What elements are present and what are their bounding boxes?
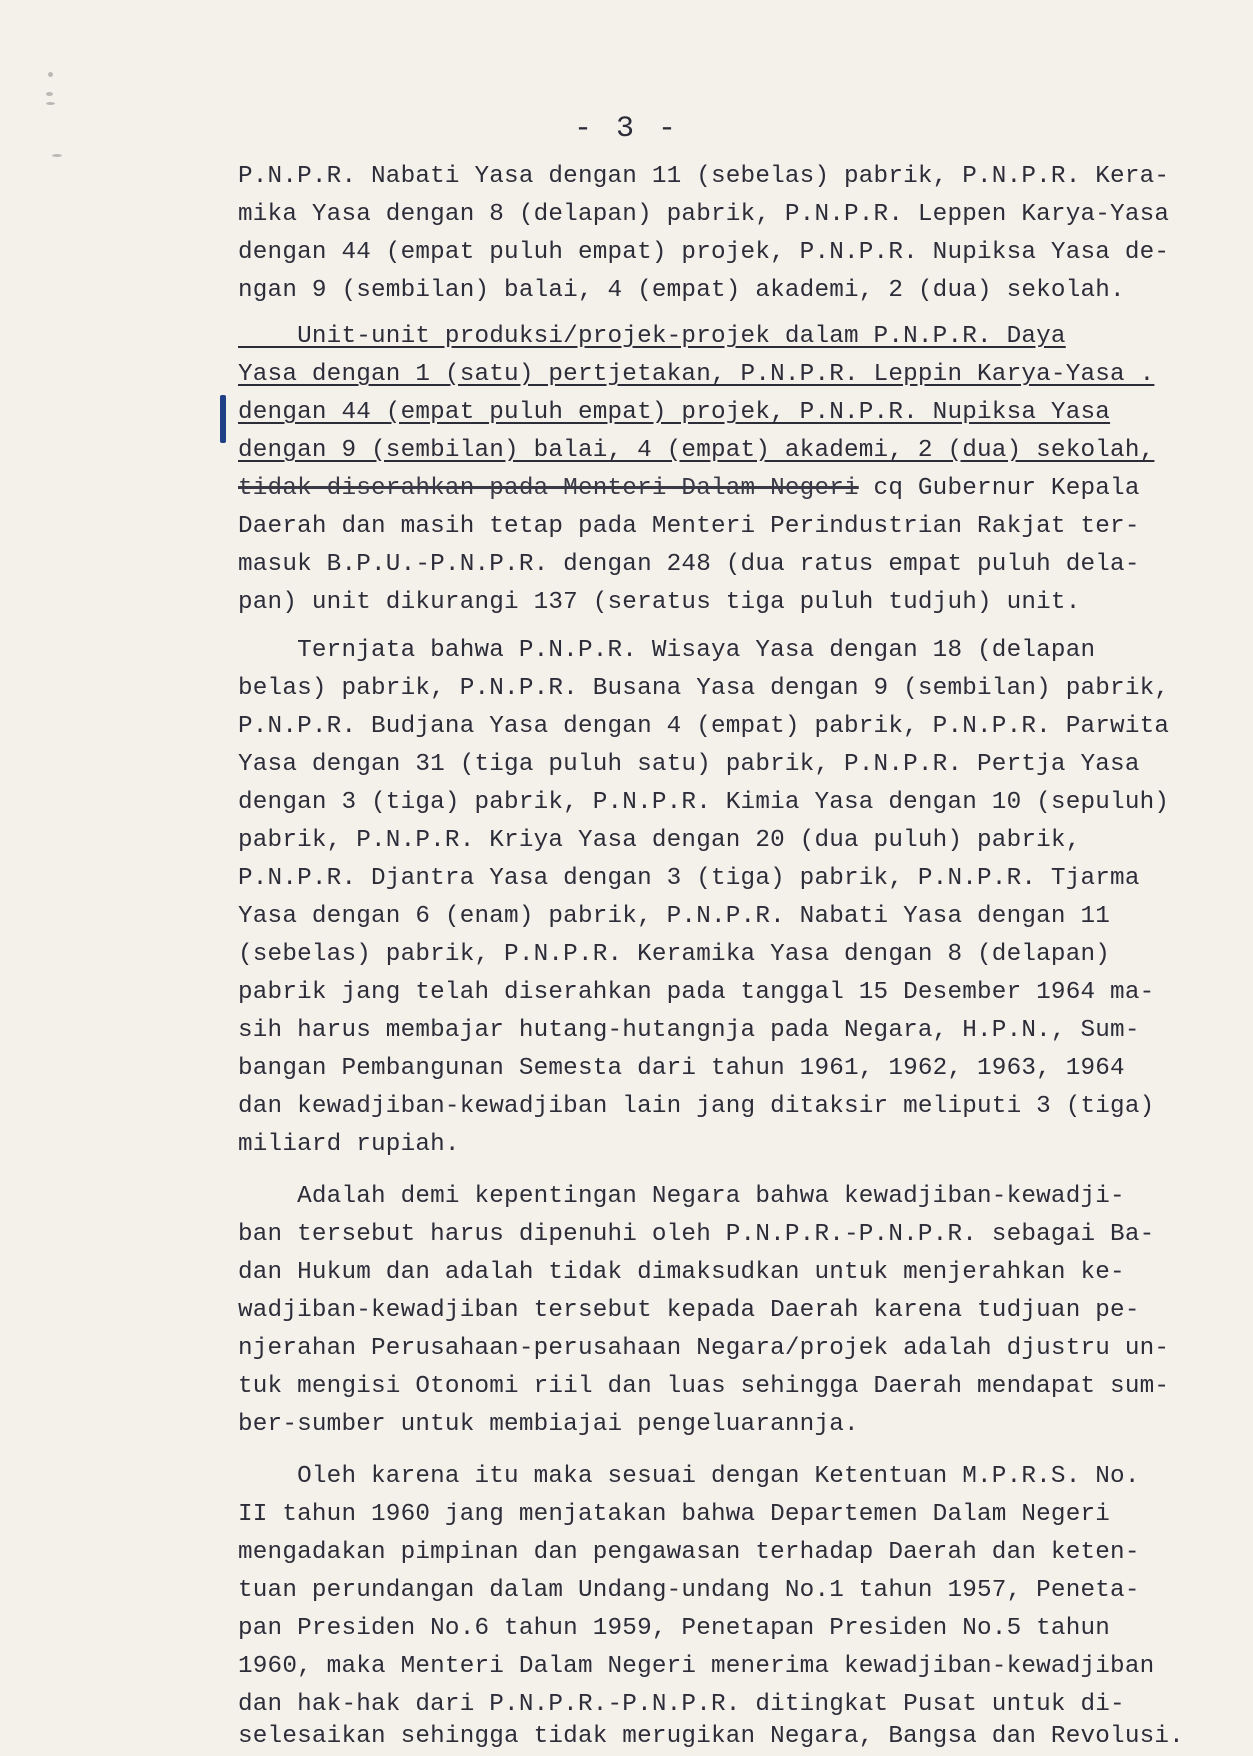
text-line: njerahan Perusahaan-perusahaan Negara/projek adalah djustru un-: [238, 1335, 1170, 1362]
text-line: pan) unit dikurangi 137 (seratus tiga puluh tudjuh) unit.: [238, 589, 1081, 616]
text-line-underlined: dengan 44 (empat puluh empat) projek, P.N.P.R. Nupiksa Yasa: [238, 399, 1111, 426]
text-line: dan Hukum dan adalah tidak dimaksudkan untuk menjerahkan ke-: [238, 1259, 1125, 1286]
text-line: ber-sumber untuk membiajai pengeluarannja.: [238, 1411, 859, 1438]
text-line: Ternjata bahwa P.N.P.R. Wisaya Yasa dengan 18 (delapan: [238, 637, 1096, 664]
text-line: dan kewadjiban-kewadjiban lain jang ditaksir meliputi 3 (tiga): [238, 1093, 1155, 1120]
text-line-with-strikethrough: [238, 470, 1140, 508]
text-line: dan hak-hak dari P.N.P.R.-P.N.P.R. ditingkat Pusat untuk di-: [238, 1691, 1125, 1718]
text-line: pabrik, P.N.P.R. Kriya Yasa dengan 20 (dua puluh) pabrik,: [238, 827, 1081, 854]
paper-speck: [52, 154, 62, 157]
text-line: tuk mengisi Otonomi riil dan luas sehingga Daerah mendapat sum-: [238, 1373, 1170, 1400]
paper-speck: [46, 92, 53, 96]
text-line: mika Yasa dengan 8 (delapan) pabrik, P.N.P.R. Leppen Karya-Yasa: [238, 201, 1170, 228]
text-fragment: cq Gubernur Kepala: [858, 475, 1140, 502]
text-line: mengadakan pimpinan dan pengawasan terhadap Daerah dan keten-: [238, 1539, 1140, 1566]
text-line: Yasa dengan 31 (tiga puluh satu) pabrik, P.N.P.R. Pertja Yasa: [238, 751, 1140, 778]
text-line: pabrik jang telah diserahkan pada tanggal 15 Desember 1964 ma-: [238, 979, 1155, 1006]
text-line: Yasa dengan 6 (enam) pabrik, P.N.P.R. Nabati Yasa dengan 11: [238, 903, 1111, 930]
text-line: dengan 44 (empat puluh empat) projek, P.N.P.R. Nupiksa Yasa de-: [238, 239, 1170, 266]
text-line: selesaikan sehingga tidak merugikan Negara, Bangsa dan Revolusi.: [238, 1723, 1184, 1750]
text-line-underlined: dengan 9 (sembilan) balai, 4 (empat) akademi, 2 (dua) sekolah,: [238, 437, 1155, 464]
paper-speck: [46, 102, 55, 105]
text-line-underlined: Yasa dengan 1 (satu) pertjetakan, P.N.P.R. Leppin Karya-Yasa .: [238, 361, 1155, 388]
text-line: dengan 3 (tiga) pabrik, P.N.P.R. Kimia Yasa dengan 10 (sepuluh): [238, 789, 1170, 816]
text-line-underlined: Unit-unit produksi/projek-projek dalam P.N.P.R. Daya: [238, 323, 1066, 350]
text-line: pan Presiden No.6 tahun 1959, Penetapan Presiden No.5 tahun: [238, 1615, 1111, 1642]
text-line: 1960, maka Menteri Dalam Negeri menerima kewadjiban-kewadjiban: [238, 1653, 1155, 1680]
text-line: bangan Pembangunan Semesta dari tahun 1961, 1962, 1963, 1964: [238, 1055, 1125, 1082]
text-line: P.N.P.R. Djantra Yasa dengan 3 (tiga) pabrik, P.N.P.R. Tjarma: [238, 865, 1140, 892]
struck-text: tidak diserahkan pada Menteri Dalam Negeri: [238, 475, 859, 502]
text-line: tuan perundangan dalam Undang-undang No.1 tahun 1957, Peneta-: [238, 1577, 1140, 1604]
margin-mark: [220, 395, 226, 443]
text-line: Daerah dan masih tetap pada Menteri Perindustrian Rakjat ter-: [238, 513, 1140, 540]
text-line: ngan 9 (sembilan) balai, 4 (empat) akademi, 2 (dua) sekolah.: [238, 277, 1125, 304]
text-line: wadjiban-kewadjiban tersebut kepada Daerah karena tudjuan pe-: [238, 1297, 1140, 1324]
text-line: sih harus membajar hutang-hutangnja pada Negara, H.P.N., Sum-: [238, 1017, 1140, 1044]
text-line: (sebelas) pabrik, P.N.P.R. Keramika Yasa dengan 8 (delapan): [238, 941, 1111, 968]
text-line: P.N.P.R. Budjana Yasa dengan 4 (empat) pabrik, P.N.P.R. Parwita: [238, 713, 1170, 740]
text-line: II tahun 1960 jang menjatakan bahwa Departemen Dalam Negeri: [238, 1501, 1111, 1528]
text-line: miliard rupiah.: [238, 1131, 460, 1158]
page-number: - 3 -: [573, 112, 679, 146]
paper-speck: [48, 72, 53, 77]
text-line: ban tersebut harus dipenuhi oleh P.N.P.R.-P.N.P.R. sebagai Ba-: [238, 1221, 1155, 1248]
text-line: masuk B.P.U.-P.N.P.R. dengan 248 (dua ratus empat puluh dela-: [238, 551, 1140, 578]
text-line: belas) pabrik, P.N.P.R. Busana Yasa dengan 9 (sembilan) pabrik,: [238, 675, 1170, 702]
text-line: Adalah demi kepentingan Negara bahwa kewadjiban-kewadji-: [238, 1183, 1125, 1210]
text-line: Oleh karena itu maka sesuai dengan Ketentuan M.P.R.S. No.: [238, 1463, 1140, 1490]
text-line: P.N.P.R. Nabati Yasa dengan 11 (sebelas) pabrik, P.N.P.R. Kera-: [238, 163, 1170, 190]
